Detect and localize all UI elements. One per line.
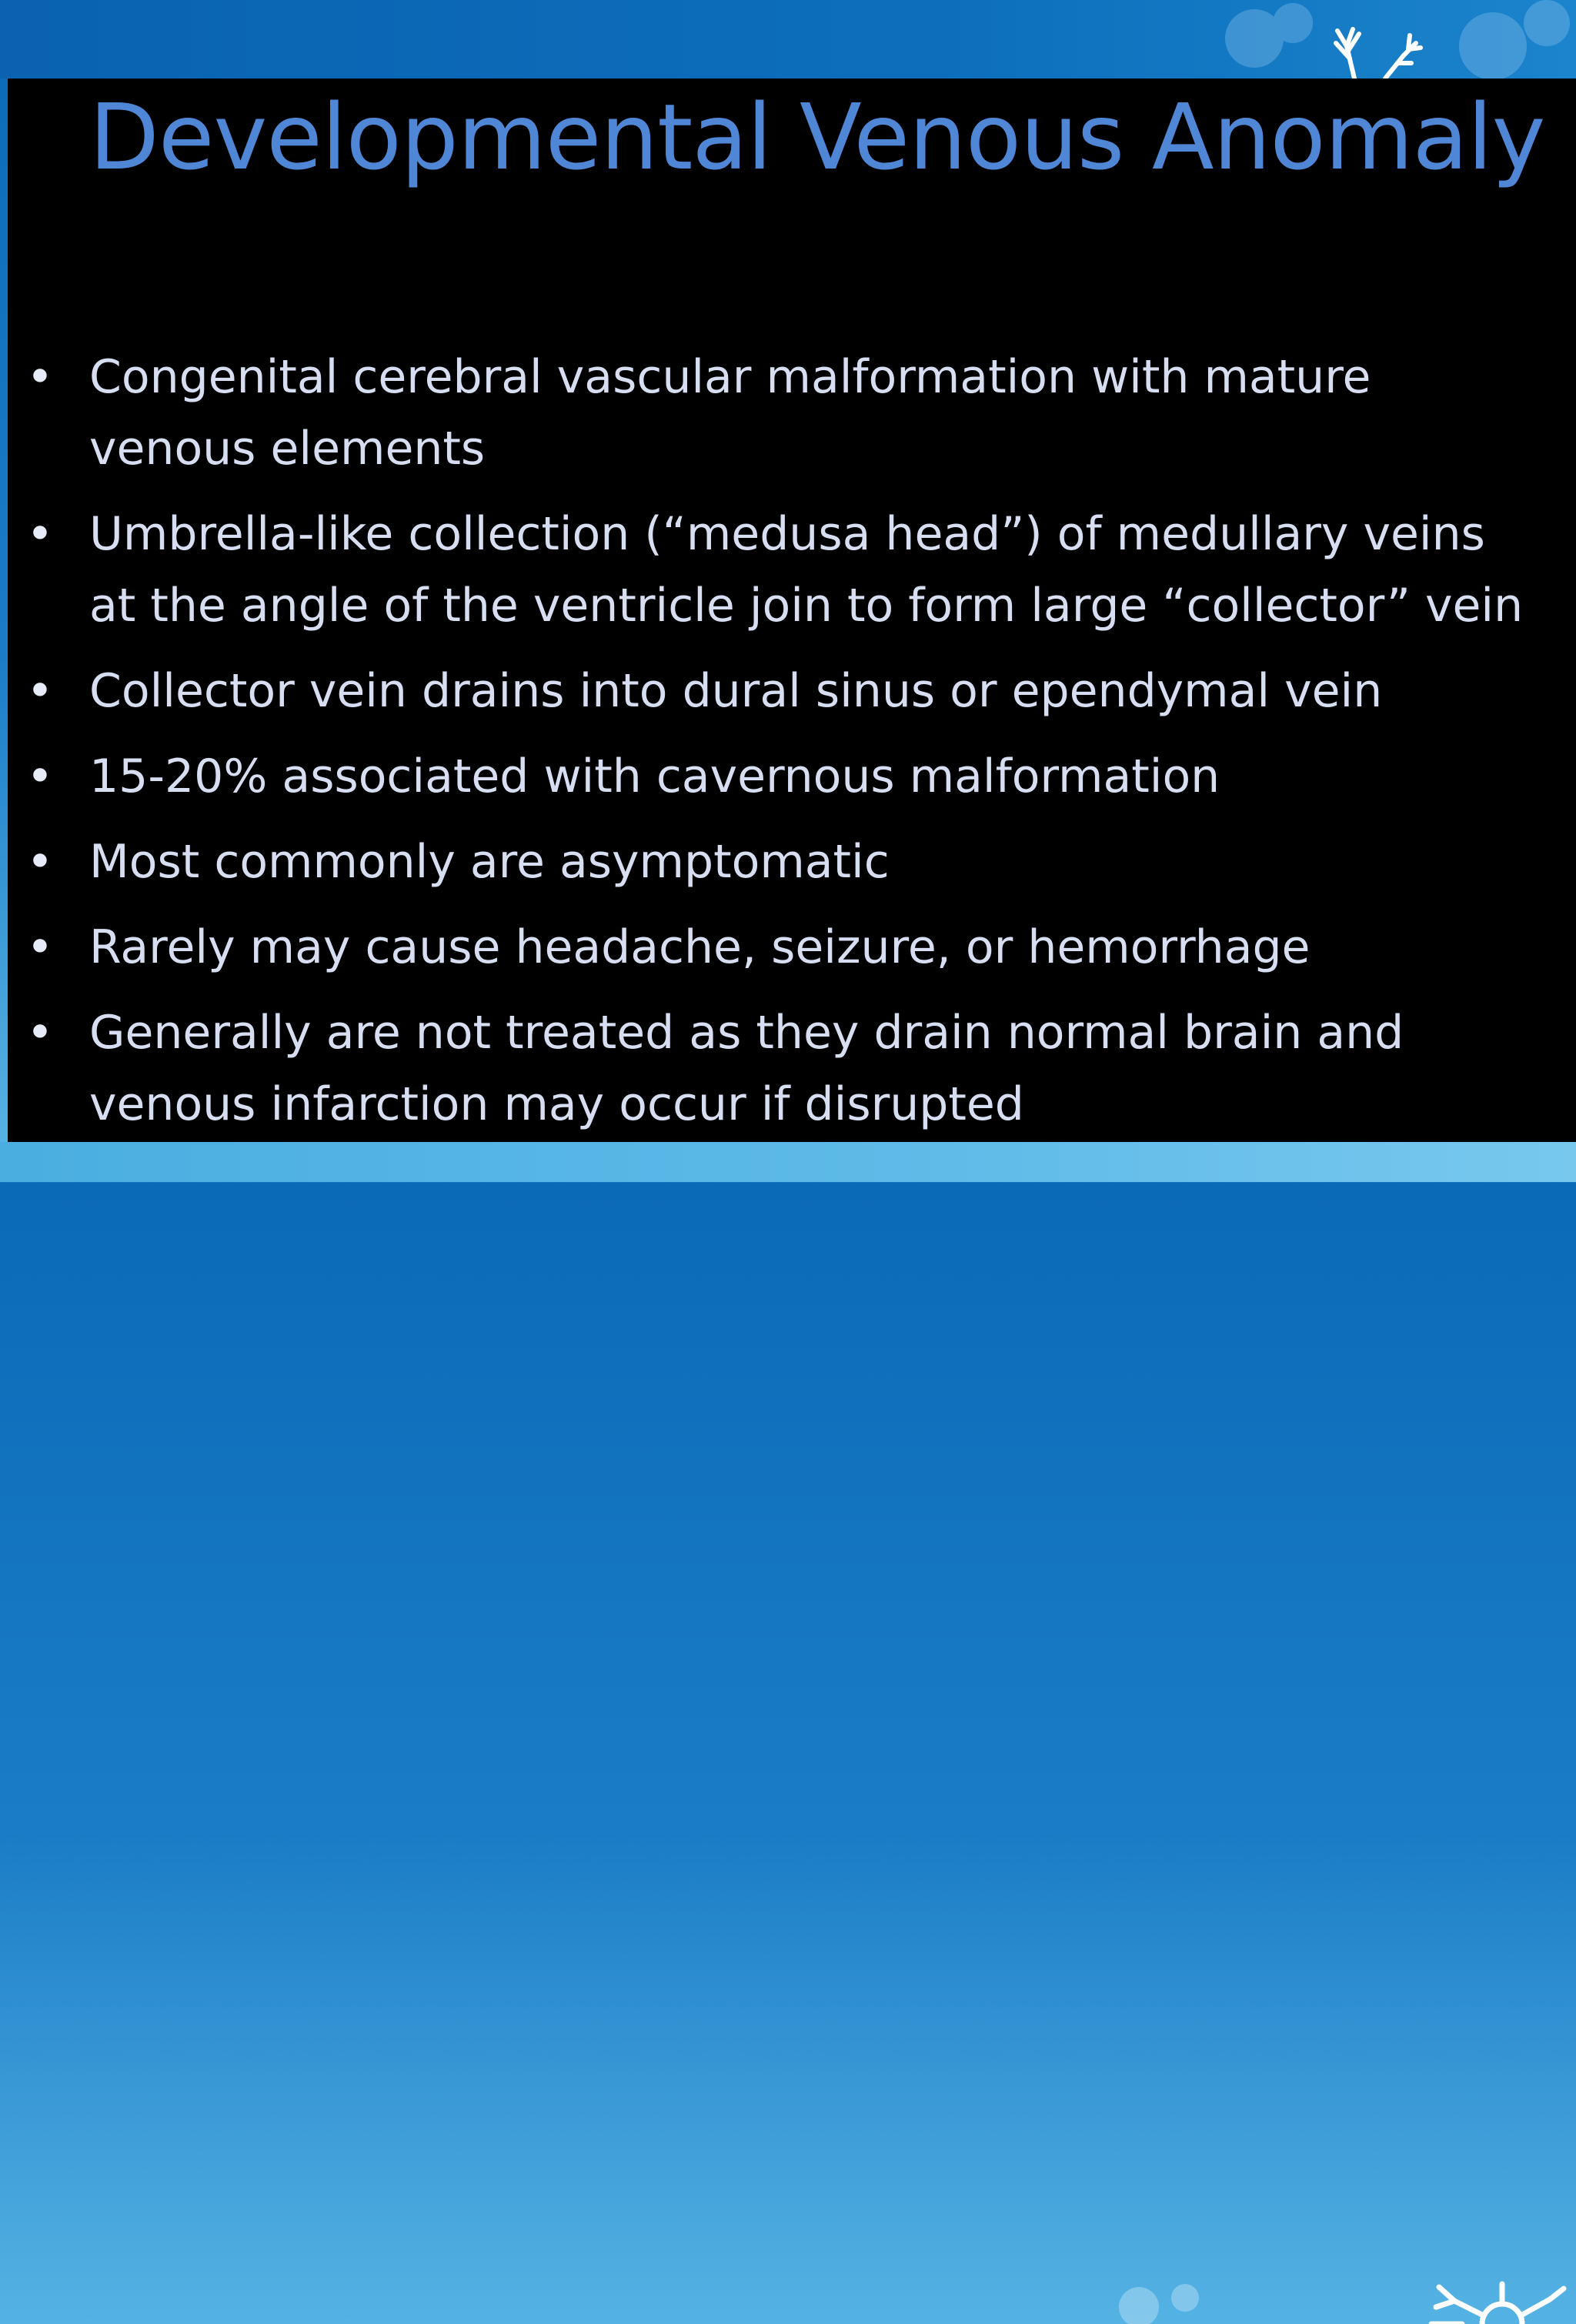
bullet-point-icon: • [26,1006,54,1060]
bullet-point-icon: • [26,920,54,974]
bullet-item [8,342,1576,485]
bullet-point-icon: • [26,350,54,404]
bullet-point-icon: • [26,835,54,889]
bullet-text-line: Congenital cerebral vascular malformation with mature [89,350,1371,404]
bottom-frame-band [0,1142,1576,1182]
bullet-list [8,342,1576,1142]
bullet-item [8,499,1576,642]
bullet-item [8,741,1576,813]
bullet-point-icon: • [26,664,54,718]
bullet-point-icon: • [26,507,54,561]
bullet-text-line: Generally are not treated as they drain normal brain and [89,1006,1404,1060]
bullet-text-line: venous infarction may occur if disrupted [89,1077,1024,1131]
slide-title: Developmental Venous Anomaly [89,84,1545,190]
bullet-text-line: Collector vein drains into dural sinus or ependymal vein [89,664,1383,718]
bullet-item [8,997,1576,1140]
bullet-text-line: 15-20% associated with cavernous malformation [89,750,1220,803]
bullet-text-line: Umbrella-like collection (“medusa head”) of medullary veins [89,507,1485,561]
snowflake-icon [1093,2284,1576,2324]
snowflake-icon [1185,0,1576,78]
bullet-item [8,912,1576,983]
bullet-item [8,826,1576,898]
top-frame-band [0,0,1576,78]
bullet-text-line: Rarely may cause headache, seizure, or hemorrhage [89,920,1311,974]
bullet-text-line: venous elements [89,422,486,476]
slide-content [8,78,1576,1142]
bullet-point-icon: • [26,750,54,803]
bullet-text-line: at the angle of the ventricle join to form large “collector” vein [89,579,1524,633]
bullet-text-line: Most commonly are asymptomatic [89,835,890,889]
bullet-item [8,656,1576,727]
